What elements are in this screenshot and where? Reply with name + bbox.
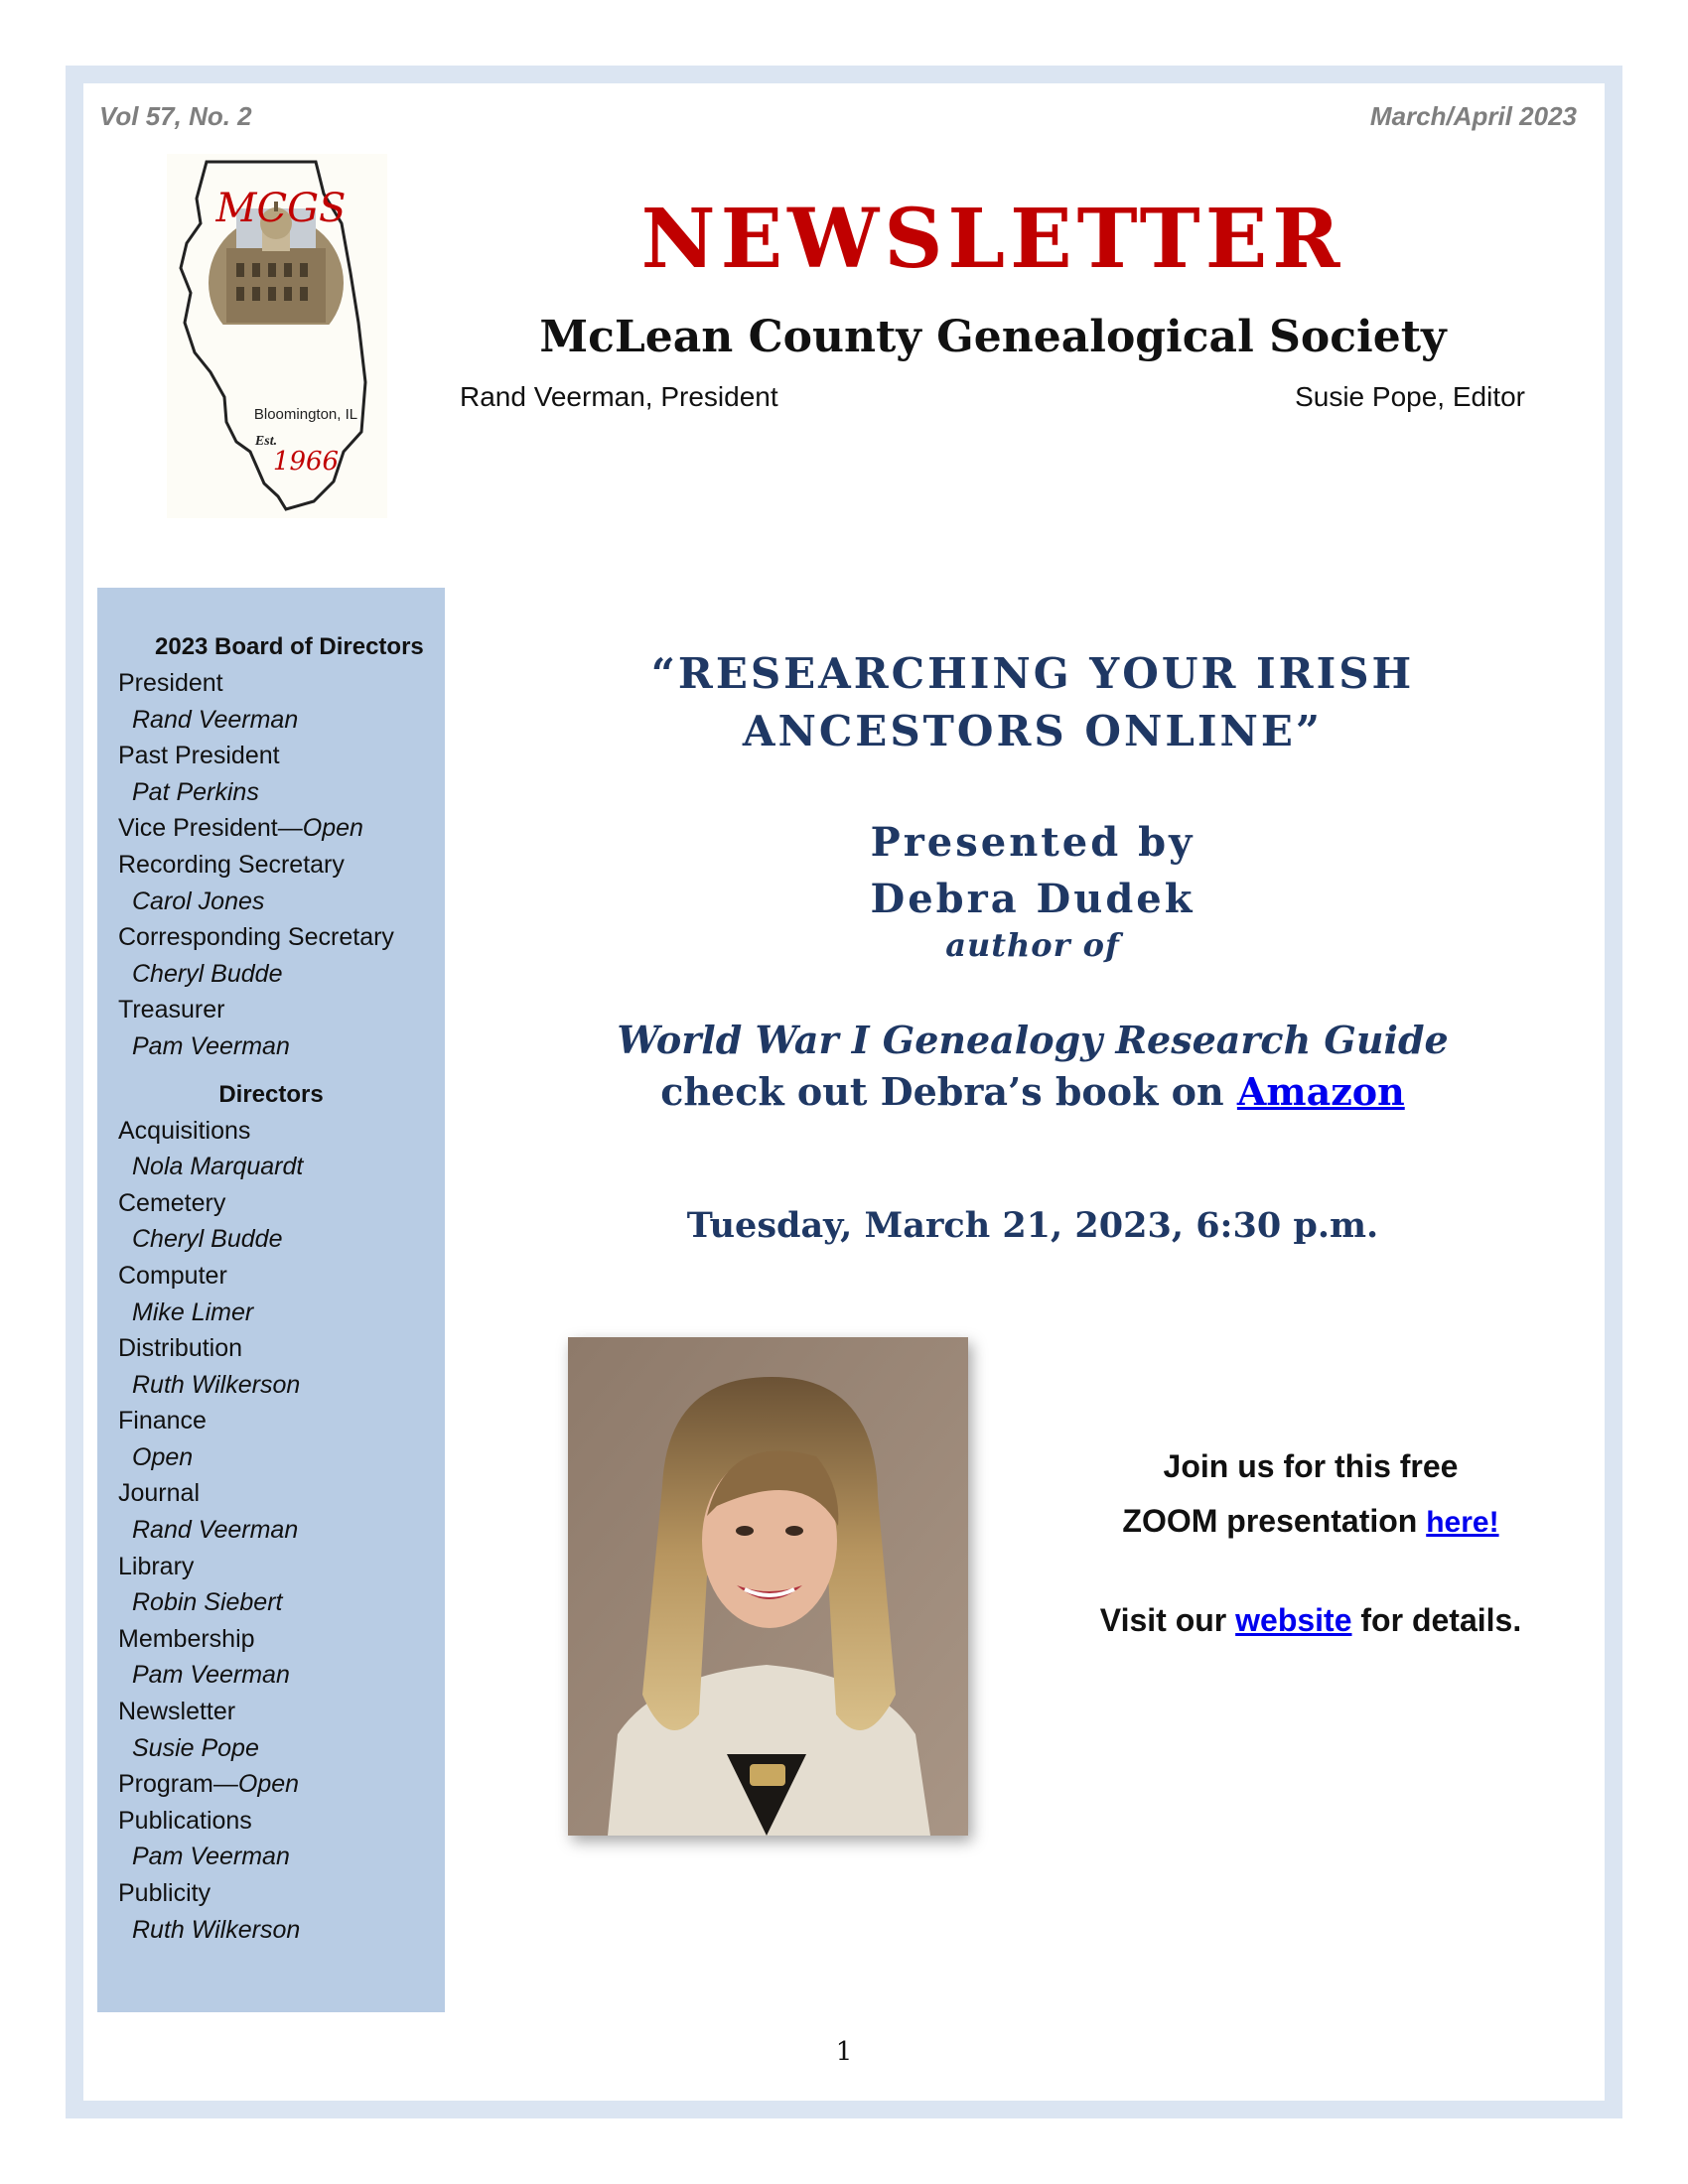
officer-role: Treasurer: [118, 996, 225, 1024]
director-name: Mike Limer: [132, 1297, 254, 1326]
event-date: Tuesday, March 21, 2023, 6:30 p.m.: [686, 1205, 1379, 1246]
officer-name: Rand Veerman: [132, 705, 299, 734]
director-role: Acquisitions: [118, 1116, 251, 1145]
visit-suffix: for details.: [1351, 1602, 1522, 1638]
president-credit: Rand Veerman, President: [460, 381, 778, 412]
presenter-block: [467, 814, 1599, 927]
director-name: Pam Veerman: [132, 1843, 290, 1871]
board-of-directors-sidebar: [97, 588, 445, 2012]
presented-by-label: Presented by: [870, 819, 1196, 866]
logo-abbreviation: MCGS: [215, 186, 347, 231]
officer-role: Vice President—Open: [118, 814, 363, 843]
presenter-photo: [568, 1337, 968, 1836]
talk-title-line-2: ANCESTORS ONLINE”: [742, 707, 1324, 755]
book-title: World War I Genealogy Research Guide: [617, 1018, 1449, 1062]
director-name: Ruth Wilkerson: [132, 1370, 301, 1399]
officer-role: Past President: [118, 742, 280, 770]
newsletter-title: NEWSLETTER: [640, 192, 1345, 287]
officer-role: Recording Secretary: [118, 850, 345, 879]
directors-title: Directors: [218, 1080, 324, 1108]
issue-date: March/April 2023: [1369, 101, 1577, 131]
director-role: Distribution: [118, 1334, 243, 1363]
officer-role: President: [118, 669, 223, 697]
director-role: Membership: [118, 1624, 255, 1653]
director-role: Library: [118, 1552, 195, 1580]
talk-title-line-1: “RESEARCHING YOUR IRISH: [650, 649, 1415, 698]
visit-website-line: [1072, 1593, 1549, 1648]
zoom-invite: [1072, 1439, 1549, 1550]
director-name: Robin Siebert: [132, 1588, 283, 1617]
logo-est-year: 1966: [272, 447, 340, 477]
talk-title: [467, 645, 1599, 760]
zoom-line-2: [1072, 1494, 1549, 1550]
logo-est-label: Est.: [254, 434, 278, 449]
amazon-line: [467, 1066, 1599, 1118]
director-role: Cemetery: [118, 1188, 226, 1217]
director-name: Ruth Wilkerson: [132, 1915, 301, 1944]
society-logo: [167, 154, 387, 518]
zoom-line-1: Join us for this free: [1163, 1448, 1459, 1484]
director-role: Program—Open: [118, 1770, 300, 1799]
society-name: McLean County Genealogical Society: [539, 312, 1447, 362]
officer-name: Carol Jones: [132, 887, 265, 915]
amazon-link[interactable]: Amazon: [1236, 1069, 1405, 1114]
amazon-prefix: check out Debra’s book on: [660, 1069, 1237, 1114]
website-link[interactable]: website: [1235, 1602, 1352, 1638]
author-of-label: author of: [945, 926, 1120, 964]
officer-name: Pam Veerman: [132, 1031, 290, 1060]
visit-prefix: Visit our: [1099, 1602, 1236, 1638]
director-role: Finance: [118, 1407, 207, 1435]
officer-role: Corresponding Secretary: [118, 923, 394, 952]
director-role: Newsletter: [118, 1698, 236, 1726]
director-name: Susie Pope: [132, 1733, 259, 1762]
page-number: 1: [835, 2037, 853, 2067]
officer-name: Pat Perkins: [132, 777, 259, 806]
editor-credit: Susie Pope, Editor: [1295, 381, 1525, 412]
zoom-link[interactable]: here!: [1426, 1506, 1499, 1539]
logo-location: Bloomington, IL: [253, 406, 358, 423]
zoom-line-2-text: ZOOM presentation: [1122, 1503, 1427, 1539]
director-name: Open: [132, 1442, 194, 1471]
director-name: Open: [237, 1770, 300, 1799]
director-role: Publications: [118, 1806, 252, 1835]
director-role: Journal: [118, 1479, 200, 1508]
director-role: Computer: [118, 1261, 227, 1290]
director-name: Nola Marquardt: [132, 1153, 304, 1181]
board-title: 2023 Board of Directors: [155, 633, 424, 660]
director-name: Cheryl Budde: [132, 1225, 283, 1254]
director-name: Rand Veerman: [132, 1516, 299, 1545]
volume-number: Vol 57, No. 2: [99, 101, 252, 131]
presenter-name: Debra Dudek: [870, 876, 1196, 922]
director-role: Publicity: [118, 1879, 211, 1907]
officer-name: Open: [302, 814, 363, 843]
officer-name: Cheryl Budde: [132, 959, 283, 988]
director-name: Pam Veerman: [132, 1661, 290, 1690]
